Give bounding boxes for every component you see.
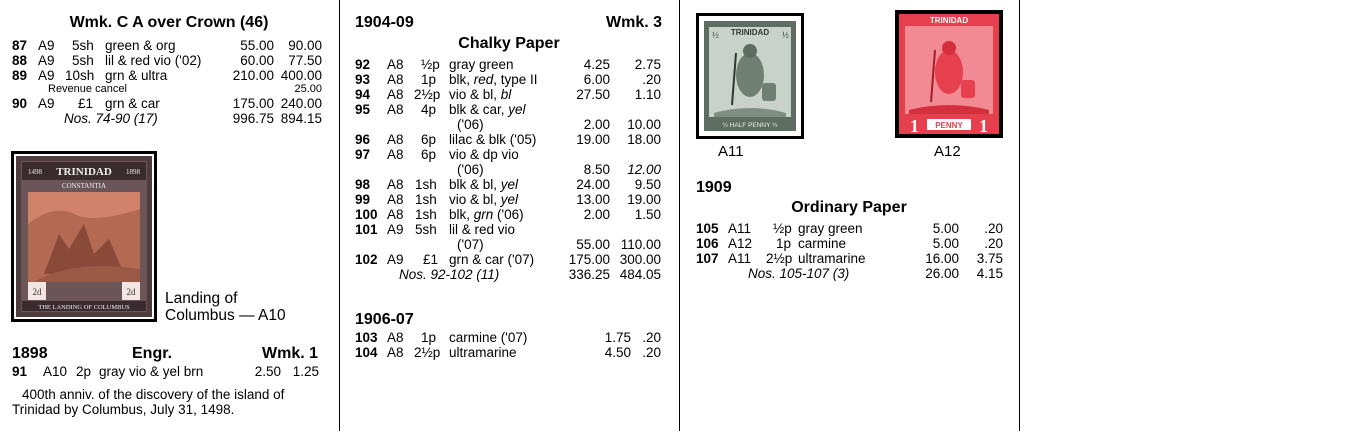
description: gray vio & yel brn [99, 364, 204, 379]
total-row [355, 267, 665, 282]
stamp-country-text: TRINIDAD [56, 166, 112, 178]
description: ('06) [457, 162, 484, 177]
design-type: A9 [387, 222, 404, 237]
description: vio & bl, yel [449, 192, 519, 207]
catalog-number: 91 [12, 364, 28, 379]
listing-105-107 [696, 221, 1006, 281]
description: vio & bl, bl [449, 87, 512, 102]
description: blk & bl, yel [449, 177, 519, 192]
total-label: Nos. 74-90 (17) [64, 111, 158, 126]
used-value: 240.00 [280, 96, 322, 111]
description: lil & red vio [449, 222, 516, 237]
used-value: 110.00 [620, 237, 661, 252]
denomination: £1 [423, 252, 439, 267]
listing-row [355, 72, 665, 87]
catalog-number: 98 [355, 177, 371, 192]
listing-row [355, 177, 665, 192]
section-year: 1909 [696, 179, 732, 196]
design-type: A8 [387, 102, 404, 117]
stamp-a10-image [11, 151, 157, 322]
mint-value: 2.00 [583, 207, 610, 222]
column-3 [680, 0, 1018, 431]
denomination: 5sh [72, 53, 94, 68]
stamp-country-text: TRINIDAD [929, 16, 969, 25]
denomination: 6p [421, 147, 437, 162]
mint-value: 24.00 [576, 177, 610, 192]
listing-row [355, 192, 665, 207]
design-type: A8 [387, 192, 404, 207]
stamp-motto: CONSTANTIA [61, 182, 107, 190]
design-type: A8 [387, 87, 404, 102]
note-line-2: Trinidad by Columbus, July 31, 1498. [12, 402, 235, 417]
section-heading-1898 [12, 345, 318, 363]
description: ('07) [457, 237, 484, 252]
stamp-caption-text: PENNY [935, 121, 963, 130]
design-type: A10 [43, 364, 68, 379]
used-value: 1.25 [292, 364, 319, 379]
design-type: A8 [387, 330, 404, 345]
catalog-number: 101 [355, 222, 378, 237]
section-heading-1904 [355, 14, 662, 32]
total-label: Nos. 92-102 (11) [399, 267, 500, 282]
section-watermark: Wmk. 1 [261, 345, 318, 362]
design-type: A8 [387, 345, 404, 360]
used-value: 10.00 [627, 117, 661, 132]
description: vio & dp vio [449, 147, 519, 162]
used-value: .20 [642, 72, 661, 87]
used-value: 19.00 [627, 192, 661, 207]
section-year: 1904-09 [355, 14, 414, 31]
section-watermark: Wmk. 3 [605, 14, 662, 31]
stamp-label-a12: A12 [934, 143, 961, 160]
denomination: 6p [421, 132, 437, 147]
denomination: 2½p [766, 251, 793, 266]
design-type: A9 [387, 252, 404, 267]
britannia-green-stamp [696, 13, 804, 139]
denomination: 5sh [415, 222, 437, 237]
listing-row [355, 330, 665, 345]
total-mint: 996.75 [232, 111, 274, 126]
listing-row [12, 68, 328, 83]
denomination: 1sh [415, 192, 437, 207]
denomination: 1p [776, 236, 792, 251]
stamp-caption-text: ½ HALF PENNY ½ [722, 122, 778, 129]
catalog-number: 106 [696, 236, 719, 251]
used-value: .20 [984, 221, 1003, 236]
britannia-red-stamp [895, 10, 1003, 138]
denomination: 2½p [414, 87, 441, 102]
mint-value: 210.00 [232, 68, 274, 83]
total-used: 4.15 [976, 266, 1003, 281]
revenue-cancel-row [12, 83, 328, 96]
column-1 [0, 0, 338, 431]
mint-value: 2.00 [583, 117, 610, 132]
listing-row [696, 236, 1006, 251]
design-type: A8 [387, 207, 404, 222]
mint-value: 55.00 [240, 38, 274, 53]
mint-value: 5.00 [932, 236, 959, 251]
description: gray green [798, 221, 863, 236]
listing-row [12, 38, 328, 53]
listing-row-continued [355, 117, 665, 132]
catalog-number: 102 [355, 252, 378, 267]
design-type: A8 [387, 132, 404, 147]
listing-row [12, 96, 328, 111]
watermark-heading: Wmk. C A over Crown (46) [69, 14, 269, 31]
used-value: 12.00 [627, 162, 661, 177]
mint-value: 175.00 [568, 252, 610, 267]
mint-value: 2.50 [254, 364, 281, 379]
description: carmine [798, 236, 847, 251]
listing-row [696, 221, 1006, 236]
catalog-number: 89 [12, 68, 28, 83]
denomination: £1 [78, 96, 94, 111]
catalog-number: 96 [355, 132, 371, 147]
catalog-number: 94 [355, 87, 371, 102]
listing-row [355, 57, 665, 72]
description: grn & car ('07) [449, 252, 535, 267]
used-value: .20 [642, 345, 661, 360]
listing-92-102 [355, 57, 665, 282]
design-type: A9 [38, 96, 55, 111]
denomination: 1sh [415, 177, 437, 192]
description: blk & car, yel [449, 102, 526, 117]
denomination: ½p [773, 221, 792, 236]
total-used: 484.05 [619, 267, 661, 282]
denomination: 1p [421, 72, 437, 87]
denomination: 4p [421, 102, 437, 117]
section-process: Engr. [132, 345, 173, 362]
design-type: A11 [728, 251, 752, 266]
used-value: 18.00 [627, 132, 661, 147]
used-value: 2.75 [634, 57, 661, 72]
used-value: 1.10 [634, 87, 661, 102]
stamp-a12-image [895, 10, 1003, 138]
total-row [696, 266, 1006, 281]
mint-value: 4.25 [583, 57, 610, 72]
section-year: 1906-07 [355, 311, 414, 328]
mint-value: 16.00 [925, 251, 959, 266]
catalog-number: 105 [696, 221, 719, 236]
revenue-cancel-value: 25.00 [294, 83, 322, 95]
denomination: 2p [76, 364, 92, 379]
listing-row [355, 207, 665, 222]
used-value: 90.00 [288, 38, 322, 53]
listing-row [355, 147, 665, 162]
listing-row-continued [355, 237, 665, 252]
used-value: .20 [984, 236, 1003, 251]
mint-value: 5.00 [932, 221, 959, 236]
revenue-cancel-label: Revenue cancel [48, 83, 127, 95]
paper-type-heading: Chalky Paper [458, 35, 560, 52]
design-type: A9 [38, 38, 55, 53]
description: green & org [105, 38, 176, 53]
catalog-number: 88 [12, 53, 28, 68]
listing-row [355, 132, 665, 147]
used-value: 1.50 [634, 207, 661, 222]
mint-value: 27.50 [576, 87, 610, 102]
listing-row [355, 252, 665, 267]
mint-value: 60.00 [240, 53, 274, 68]
mint-value: 1.75 [604, 330, 631, 345]
description: ultramarine [798, 251, 866, 266]
total-used: 894.15 [280, 111, 322, 126]
section-year: 1898 [12, 345, 48, 362]
listing-row-continued [355, 162, 665, 177]
catalog-number: 97 [355, 147, 371, 162]
denomination: ½p [421, 57, 440, 72]
total-mint: 26.00 [925, 266, 959, 281]
design-type: A8 [387, 177, 404, 192]
total-row [12, 111, 328, 126]
mint-value: 19.00 [576, 132, 610, 147]
stamp-value-left: 1 [910, 116, 919, 136]
listing-row [12, 53, 328, 68]
stamp-value-left: 2d [32, 287, 42, 297]
stamp-value-left: ½ [712, 30, 719, 40]
mint-value: 13.00 [576, 192, 610, 207]
mint-value: 8.50 [583, 162, 610, 177]
used-value: 400.00 [280, 68, 322, 83]
design-type: A9 [38, 53, 55, 68]
mint-value: 4.50 [604, 345, 631, 360]
catalog-number: 103 [355, 330, 378, 345]
catalog-number: 107 [696, 251, 719, 266]
listing-103-104 [355, 330, 665, 360]
columbus-landing-illustration [14, 154, 154, 319]
listing-row [355, 222, 665, 237]
listing-row [355, 87, 665, 102]
total-mint: 336.25 [568, 267, 610, 282]
stamp-caption [165, 290, 286, 324]
listing-row [355, 102, 665, 117]
used-value: 3.75 [976, 251, 1003, 266]
used-value: 9.50 [634, 177, 661, 192]
description: grn & ultra [105, 68, 168, 83]
description: lilac & blk ('05) [449, 132, 537, 147]
design-type: A12 [728, 236, 753, 251]
catalog-number: 95 [355, 102, 371, 117]
stamp-label-a11: A11 [718, 143, 744, 160]
used-value: .20 [642, 330, 661, 345]
denomination: 10sh [65, 68, 95, 83]
description: grn & car [105, 96, 160, 111]
design-type: A8 [387, 57, 404, 72]
description: lil & red vio ('02) [105, 53, 202, 68]
listing-row [696, 251, 1006, 266]
total-label: Nos. 105-107 (3) [748, 266, 850, 281]
stamp-caption-line-1: Landing of [165, 290, 238, 307]
catalog-number: 92 [355, 57, 371, 72]
mint-value: 6.00 [583, 72, 610, 87]
catalog-number: 104 [355, 345, 378, 360]
stamp-caption-text: THE LANDING OF COLUMBUS [38, 304, 130, 311]
stamp-year-right: 1898 [126, 168, 140, 176]
note-line-1: 400th anniv. of the discovery of the island of [22, 387, 285, 402]
anniversary-note [12, 387, 284, 417]
listing-row [12, 364, 328, 379]
stamp-year-left: 1498 [28, 168, 42, 176]
description: blk, red, type II [449, 72, 538, 87]
design-type: A11 [728, 221, 752, 236]
denomination: 1p [421, 330, 437, 345]
paper-type-heading: Ordinary Paper [791, 199, 907, 216]
description: gray green [449, 57, 514, 72]
description: blk, grn ('06) [449, 207, 524, 222]
denomination: 5sh [72, 38, 94, 53]
denomination: 2½p [414, 345, 441, 360]
column-2 [340, 0, 678, 431]
stamp-value-right: 1 [979, 116, 988, 136]
design-type: A8 [387, 147, 404, 162]
listing-row [355, 345, 665, 360]
description: ultramarine [449, 345, 517, 360]
catalog-number: 99 [355, 192, 371, 207]
stamp-caption-line-2: Columbus — A10 [165, 307, 286, 324]
used-value: 300.00 [619, 252, 661, 267]
denomination: 1sh [415, 207, 437, 222]
stamp-country-text: TRINIDAD [730, 28, 770, 37]
catalog-number: 93 [355, 72, 371, 87]
mint-value: 175.00 [232, 96, 274, 111]
mint-value: 55.00 [576, 237, 610, 252]
catalog-number: 90 [12, 96, 28, 111]
catalog-number: 100 [355, 207, 378, 222]
catalog-number: 87 [12, 38, 28, 53]
stamp-value-right: 2d [126, 287, 136, 297]
design-type: A9 [38, 68, 55, 83]
description: ('06) [457, 117, 484, 132]
stamp-a11-image [696, 13, 804, 139]
description: carmine ('07) [449, 330, 528, 345]
used-value: 77.50 [288, 53, 322, 68]
column-4-blank [1020, 0, 1360, 431]
listing-87-89 [12, 38, 328, 126]
stamp-value-right: ½ [782, 30, 789, 40]
design-type: A8 [387, 72, 404, 87]
